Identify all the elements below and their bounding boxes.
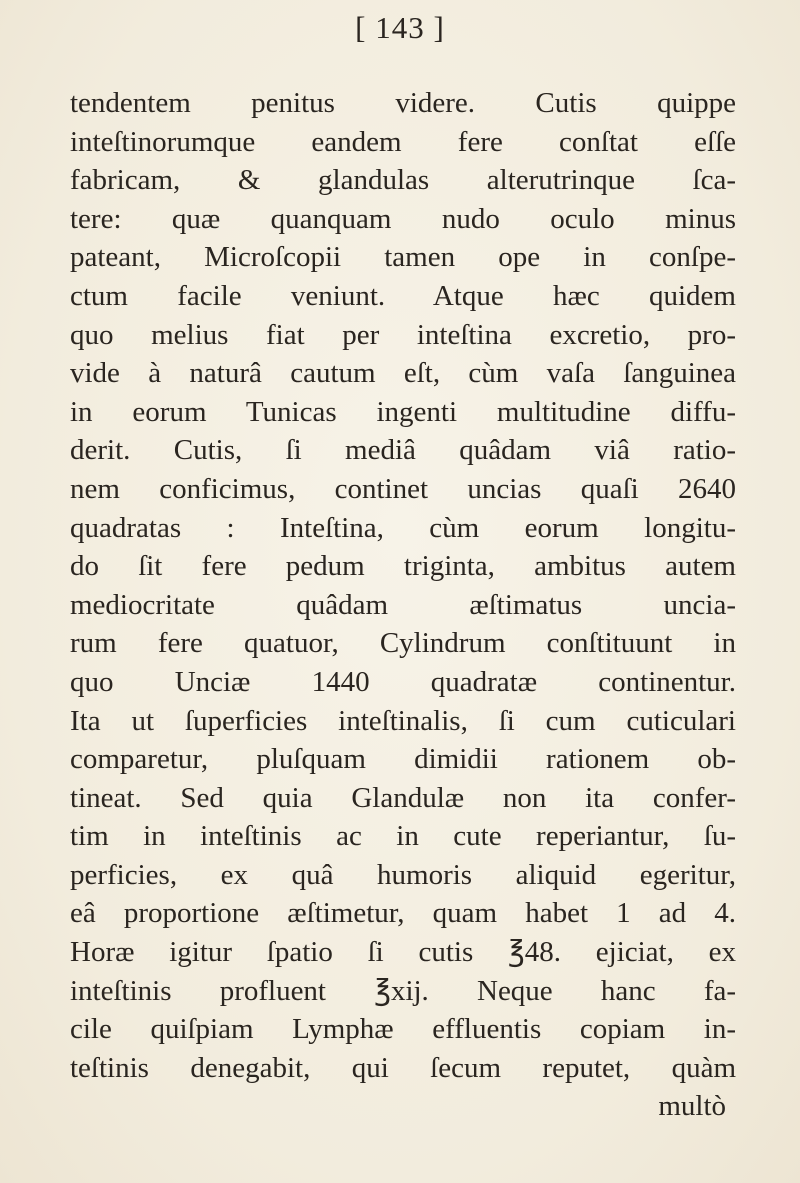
page-number-header: [ 143 ] [355,10,445,45]
text-line: inteſtinorumque eandem fere conſtat eſſe [70,125,736,158]
text-line: comparetur, pluſquam dimidii rationem ob- [70,743,736,776]
body-text [70,84,736,1126]
text-line: tineat. Sed quia Glandulæ non ita confer- [70,781,736,814]
text-line: derit. Cutis, ſi mediâ quâdam viâ ratio- [70,434,736,467]
text-line: pateant, Microſcopii tamen ope in conſpe- [70,241,736,274]
text-line: quo melius fiat per inteſtina excretio, pro- [70,318,736,351]
text-line: inteſtinis profluent ℥xij. Neque hanc fa- [70,974,736,1007]
text-line: in eorum Tunicas ingenti multitudine diffu- [70,395,736,428]
text-line: quo Unciæ 1440 quadratæ continentur. [70,665,736,698]
text-line: tendentem penitus videre. Cutis quippe [70,87,736,119]
text-line: eâ proportione æſtimetur, quam habet 1 ad 4. [70,897,736,930]
catchword: multò [658,1090,726,1123]
text-line: perficies, ex quâ humoris aliquid egeritur, [70,858,736,891]
text-line: cile quiſpiam Lymphæ effluentis copiam in- [70,1013,736,1046]
text-line: vide à naturâ cautum eſt, cùm vaſa ſanguinea [70,357,736,390]
text-line: rum fere quatuor, Cylindrum conſtituunt in [70,627,736,660]
text-line: Ita ut ſuperficies inteſtinalis, ſi cum cuticulari [70,704,736,737]
text-line: mediocritate quâdam æſtimatus uncia- [70,588,736,621]
text-line: Horæ igitur ſpatio ſi cutis ℥48. ejiciat, ex [70,936,736,969]
text-line: teſtinis denegabit, qui ſecum reputet, quàm [70,1051,736,1084]
text-line: tim in inteſtinis ac in cute reperiantur, ſu- [70,820,736,853]
text-line: fabricam, & glandulas alterutrinque ſca- [70,164,736,197]
text-line: do ſit fere pedum triginta, ambitus autem [70,550,736,583]
text-line: quadratas : Inteſtina, cùm eorum longitu- [70,511,736,544]
text-line: nem conficimus, continet uncias quaſi 2640 [70,472,736,505]
text-line: ctum facile veniunt. Atque hæc quidem [70,279,736,312]
text-line: tere: quæ quanquam nudo oculo minus [70,202,736,235]
